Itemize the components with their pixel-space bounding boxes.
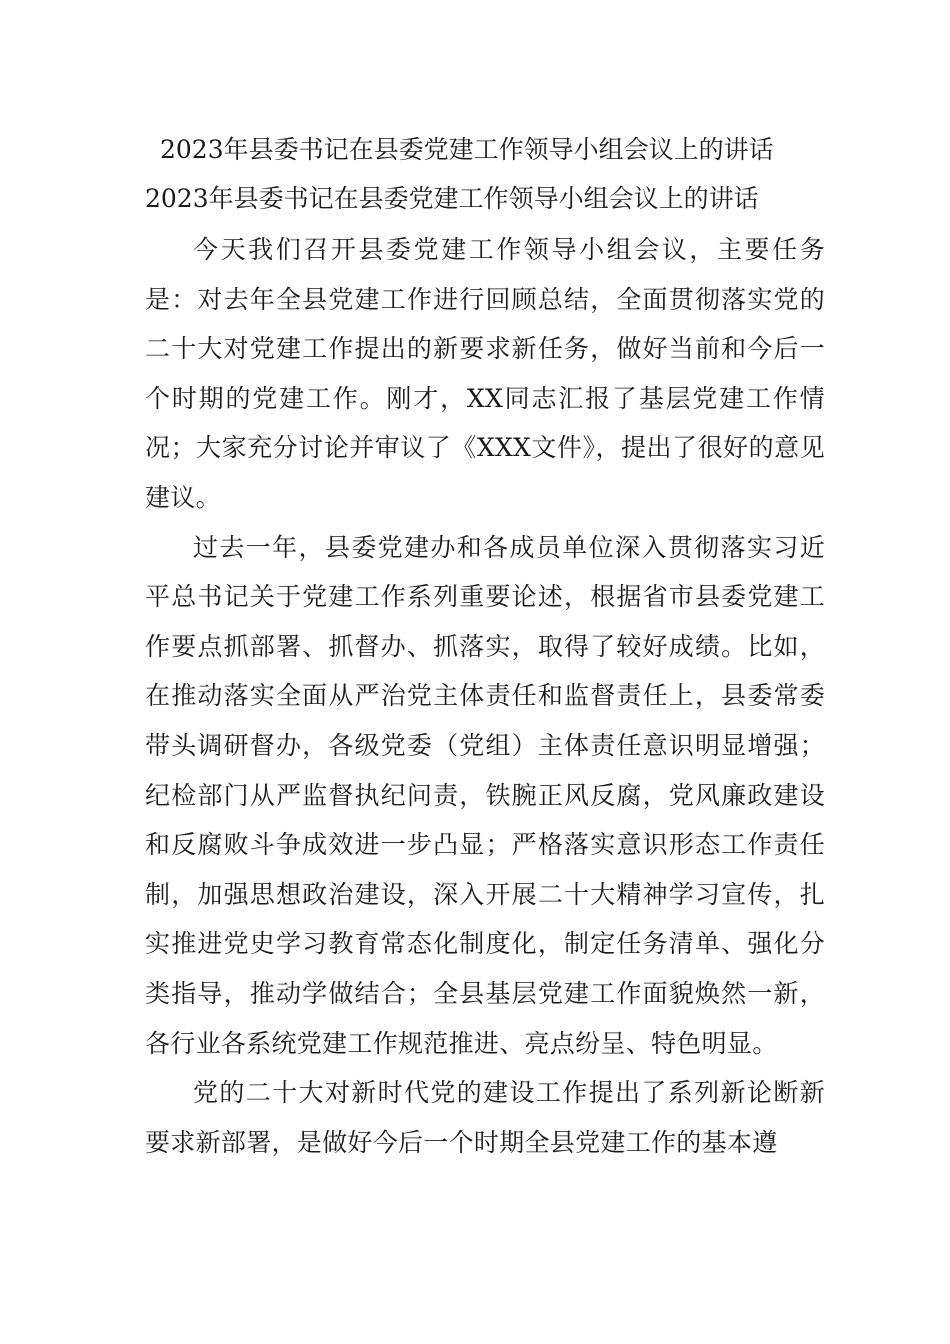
paragraph-3: 党的二十大对新时代党的建设工作提出了系列新论断新要求新部署，是做好今后一个时期全县党建工作的基本遵: [145, 1078, 825, 1157]
paragraph-2: 过去一年，县委党建办和各成员单位深入贯彻落实习近平总书记关于党建工作系列重要论述，根据省市县委党建工作要点抓部署、抓督办、抓落实，取得了较好成绩。比如，在推动落实全面从严治党主体责任和监督责任上，县委常委带头调研督办，各级党委（党组）主体责任意识明显增强；纪检部门从严监督执纪问责，铁腕正风反腐，党风廉政建设和反腐败斗争成效进一步凸显；严格落实意识形态工作责任制，加强思想政治建设，深入开展二十大精神学习宣传，扎实推进党史学习教育常态化制度化，制定任务清单、强化分类指导，推动学做结合；全县基层党建工作面貌焕然一新，各行业各系统党建工作规范推进、亮点纷呈、特色明显。: [145, 532, 825, 1058]
paragraph-1: 今天我们召开县委党建工作领导小组会议，主要任务是：对去年全县党建工作进行回顾总结，全面贯彻落实党的二十大对党建工作提出的新要求新任务，做好当前和今后一个时期的党建工作。刚才，XX同志汇报了基层党建工作情况；大家充分讨论并审议了《XXX文件》，提出了很好的意见建议。: [145, 235, 825, 512]
document-title-line-2: 2023年县委书记在县委党建工作领导小组会议上的讲话: [145, 184, 759, 213]
document-title-line-1: 2023年县委书记在县委党建工作领导小组会议上的讲话: [160, 135, 774, 164]
document-body: [145, 225, 825, 1167]
